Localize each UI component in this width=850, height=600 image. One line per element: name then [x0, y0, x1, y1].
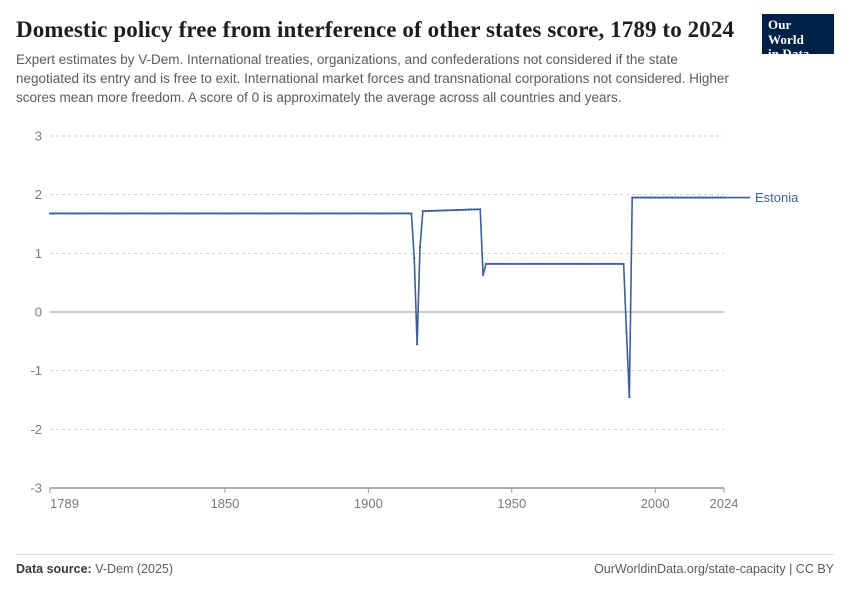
series-point	[324, 212, 326, 214]
x-axis-tick-label: 1850	[210, 495, 240, 511]
series-point	[473, 208, 475, 210]
series-point	[359, 212, 361, 214]
series-point	[534, 262, 536, 264]
series-point	[634, 196, 636, 198]
series-point	[528, 262, 530, 264]
series-point	[628, 395, 630, 397]
series-point	[565, 262, 567, 264]
series-point	[660, 196, 662, 198]
owid-logo-line1: Our World	[768, 17, 804, 47]
series-point	[637, 196, 639, 198]
series-point	[247, 212, 249, 214]
series-point	[187, 212, 189, 214]
series-point	[169, 212, 171, 214]
series-point	[89, 212, 91, 214]
series-point	[580, 262, 582, 264]
series-point	[253, 212, 255, 214]
series-point	[149, 212, 151, 214]
series-point	[511, 262, 513, 264]
series-point	[720, 196, 722, 198]
series-point	[103, 212, 105, 214]
series-point	[261, 212, 263, 214]
series-point	[83, 212, 85, 214]
series-point	[313, 212, 315, 214]
series-point	[92, 212, 94, 214]
series-point	[241, 212, 243, 214]
series-point	[625, 331, 627, 333]
series-point	[631, 196, 633, 198]
series-point	[445, 209, 447, 211]
series-point	[364, 212, 366, 214]
series-point	[471, 208, 473, 210]
series-point	[384, 212, 386, 214]
series-point	[106, 212, 108, 214]
series-point	[488, 262, 490, 264]
series-point	[227, 212, 229, 214]
series-point	[373, 212, 375, 214]
series-point	[465, 208, 467, 210]
series-point	[75, 212, 77, 214]
series-point	[516, 262, 518, 264]
series-point	[602, 262, 604, 264]
series-point	[362, 212, 364, 214]
series-point	[287, 212, 289, 214]
series-point	[221, 212, 223, 214]
series-point	[422, 210, 424, 212]
series-point	[654, 196, 656, 198]
series-point	[668, 196, 670, 198]
series-point	[491, 262, 493, 264]
series-point	[138, 212, 140, 214]
series-point	[66, 212, 68, 214]
series-point	[430, 209, 432, 211]
x-axis-tick-label: 2024	[709, 495, 739, 511]
series-point	[98, 212, 100, 214]
series-point	[235, 212, 237, 214]
series-point	[95, 212, 97, 214]
x-axis-tick-label: 1900	[353, 495, 383, 511]
series-point	[72, 212, 74, 214]
y-axis-tick-label: -3	[30, 480, 42, 496]
series-point	[69, 212, 71, 214]
series-point	[468, 208, 470, 210]
series-point	[508, 262, 510, 264]
series-point	[321, 212, 323, 214]
series-point	[52, 212, 54, 214]
series-point	[413, 256, 415, 258]
series-point	[339, 212, 341, 214]
series-point	[663, 196, 665, 198]
series-point	[58, 212, 60, 214]
series-point	[370, 212, 372, 214]
series-point	[439, 209, 441, 211]
series-point	[210, 212, 212, 214]
y-axis-tick-label: 2	[34, 186, 42, 202]
series-point	[522, 262, 524, 264]
series-point	[101, 212, 103, 214]
owid-logo[interactable]	[762, 14, 834, 62]
series-point	[327, 212, 329, 214]
chart-subtitle: Expert estimates by V-Dem. International treaties, organizations, and confederations not considered if the state negotiated its entry and is free to exit. International market forces and transnational corporations not considered. Higher scores mean more freedom. A score of 0 is approximately the average across all countries and years.	[16, 52, 729, 106]
series-point	[683, 196, 685, 198]
series-point	[78, 212, 80, 214]
series-point	[643, 196, 645, 198]
series-point	[706, 196, 708, 198]
series-point	[476, 208, 478, 210]
series-point	[436, 209, 438, 211]
series-point	[224, 212, 226, 214]
series-point	[686, 196, 688, 198]
series-point	[419, 246, 421, 248]
series-point	[614, 262, 616, 264]
series-point	[574, 262, 576, 264]
series-point	[195, 212, 197, 214]
series-point	[132, 212, 134, 214]
series-point	[442, 209, 444, 211]
series-point	[336, 212, 338, 214]
series-point	[456, 208, 458, 210]
series-point	[175, 212, 177, 214]
series-point	[310, 212, 312, 214]
series-point	[278, 212, 280, 214]
series-point	[172, 212, 174, 214]
data-source-label: Data source:	[16, 562, 92, 576]
series-point	[617, 262, 619, 264]
series-point	[166, 212, 168, 214]
series-point	[304, 212, 306, 214]
series-point	[258, 212, 260, 214]
series-point	[230, 212, 232, 214]
series-point	[319, 212, 321, 214]
series-point	[161, 212, 163, 214]
series-point	[212, 212, 214, 214]
owid-logo-line2: in Data	[768, 46, 810, 62]
line-chart-svg	[16, 126, 834, 526]
series-point	[407, 212, 409, 214]
series-point	[674, 196, 676, 198]
series-point	[356, 212, 358, 214]
x-axis-tick-label: 1950	[497, 495, 527, 511]
series-point	[341, 212, 343, 214]
series-point	[238, 212, 240, 214]
series-point	[427, 209, 429, 211]
series-point	[379, 212, 381, 214]
series-point	[568, 262, 570, 264]
series-point	[651, 196, 653, 198]
series-point	[691, 196, 693, 198]
series-point	[505, 262, 507, 264]
series-point	[333, 212, 335, 214]
series-point	[207, 212, 209, 214]
series-line-estonia	[50, 197, 724, 396]
y-axis-tick-label: 0	[34, 304, 42, 320]
series-point	[416, 343, 418, 345]
series-point	[146, 212, 148, 214]
attribution-link[interactable]: OurWorldinData.org/state-capacity | CC BY	[594, 562, 834, 576]
series-point	[347, 212, 349, 214]
series-point	[178, 212, 180, 214]
series-point	[298, 212, 300, 214]
series-point	[367, 212, 369, 214]
series-point	[273, 212, 275, 214]
series-point	[255, 212, 257, 214]
series-point	[123, 212, 125, 214]
data-source	[16, 562, 173, 576]
series-point	[648, 196, 650, 198]
series-point	[450, 209, 452, 211]
series-point	[164, 212, 166, 214]
series-point	[55, 212, 57, 214]
series-point	[519, 262, 521, 264]
series-point	[387, 212, 389, 214]
legend-label-estonia[interactable]: Estonia	[755, 189, 799, 205]
series-point	[697, 196, 699, 198]
series-point	[184, 212, 186, 214]
series-point	[700, 196, 702, 198]
series-point	[353, 212, 355, 214]
series-point	[393, 212, 395, 214]
series-point	[585, 262, 587, 264]
series-point	[204, 212, 206, 214]
series-point	[281, 212, 283, 214]
series-point	[425, 210, 427, 212]
series-point	[49, 212, 51, 214]
series-point	[671, 196, 673, 198]
series-point	[267, 212, 269, 214]
series-point	[493, 262, 495, 264]
series-point	[485, 262, 487, 264]
series-point	[410, 212, 412, 214]
series-point	[640, 196, 642, 198]
x-axis-tick-label: 2000	[640, 495, 670, 511]
series-point	[141, 212, 143, 214]
series-point	[86, 212, 88, 214]
series-point	[605, 262, 607, 264]
series-point	[562, 262, 564, 264]
series-point	[232, 212, 234, 214]
series-point	[296, 212, 298, 214]
series-point	[181, 212, 183, 214]
series-point	[711, 196, 713, 198]
series-point	[275, 212, 277, 214]
series-point	[109, 212, 111, 214]
series-point	[307, 212, 309, 214]
series-point	[677, 196, 679, 198]
y-axis-tick-label: -1	[30, 362, 42, 378]
y-axis-tick-label: 1	[34, 245, 42, 261]
series-point	[135, 212, 137, 214]
series-point	[479, 208, 481, 210]
series-point	[502, 262, 504, 264]
series-point	[350, 212, 352, 214]
series-point	[155, 212, 157, 214]
series-point	[115, 212, 117, 214]
series-point	[152, 212, 154, 214]
series-point	[244, 212, 246, 214]
series-point	[192, 212, 194, 214]
series-point	[118, 212, 120, 214]
series-point	[121, 212, 123, 214]
series-point	[63, 212, 65, 214]
series-point	[390, 212, 392, 214]
series-point	[80, 212, 82, 214]
series-point	[189, 212, 191, 214]
series-point	[198, 212, 200, 214]
series-point	[620, 262, 622, 264]
series-point	[536, 262, 538, 264]
series-point	[539, 262, 541, 264]
series-point	[582, 262, 584, 264]
series-point	[499, 262, 501, 264]
x-axis-tick-label: 1789	[50, 495, 79, 511]
series-point	[482, 273, 484, 275]
series-point	[548, 262, 550, 264]
chart-footer	[16, 554, 834, 590]
series-point	[459, 208, 461, 210]
series-point	[496, 262, 498, 264]
series-point	[344, 212, 346, 214]
series-point	[709, 196, 711, 198]
data-source-value: V-Dem (2025)	[95, 562, 174, 576]
series-point	[293, 212, 295, 214]
series-point	[126, 212, 128, 214]
series-point	[623, 262, 625, 264]
series-point	[215, 212, 217, 214]
series-point	[594, 262, 596, 264]
series-point	[577, 262, 579, 264]
series-point	[330, 212, 332, 214]
series-point	[608, 262, 610, 264]
series-point	[290, 212, 292, 214]
series-point	[525, 262, 527, 264]
series-point	[264, 212, 266, 214]
series-point	[559, 262, 561, 264]
series-point	[462, 208, 464, 210]
series-point	[218, 212, 220, 214]
series-point	[717, 196, 719, 198]
series-point	[112, 212, 114, 214]
series-point	[571, 262, 573, 264]
series-point	[645, 196, 647, 198]
series-point	[597, 262, 599, 264]
series-point	[201, 212, 203, 214]
series-point	[542, 262, 544, 264]
series-point	[250, 212, 252, 214]
series-point	[144, 212, 146, 214]
series-point	[703, 196, 705, 198]
series-point	[657, 196, 659, 198]
y-axis-tick-label: -2	[30, 421, 42, 437]
series-point	[514, 262, 516, 264]
series-point	[382, 212, 384, 214]
series-point	[270, 212, 272, 214]
y-axis-tick-label: 3	[34, 128, 42, 144]
series-point	[680, 196, 682, 198]
series-point	[600, 262, 602, 264]
series-point	[402, 212, 404, 214]
series-point	[129, 212, 131, 214]
series-point	[531, 262, 533, 264]
series-point	[60, 212, 62, 214]
chart-plot-area[interactable]	[16, 126, 834, 526]
series-point	[551, 262, 553, 264]
page-title: Domestic policy free from interference of other states score, 1789 to 2024	[16, 17, 735, 42]
series-point	[453, 209, 455, 211]
series-point	[666, 196, 668, 198]
series-point	[158, 212, 160, 214]
series-point	[396, 212, 398, 214]
series-point	[591, 262, 593, 264]
series-point	[433, 209, 435, 211]
series-point	[399, 212, 401, 214]
series-point	[376, 212, 378, 214]
series-point	[611, 262, 613, 264]
series-point	[316, 212, 318, 214]
series-point	[554, 262, 556, 264]
series-point	[557, 262, 559, 264]
series-point	[405, 212, 407, 214]
series-point	[688, 196, 690, 198]
series-point	[588, 262, 590, 264]
series-point	[284, 212, 286, 214]
series-point	[301, 212, 303, 214]
series-point	[448, 209, 450, 211]
chart-header	[16, 16, 834, 108]
series-point	[714, 196, 716, 198]
series-point	[545, 262, 547, 264]
series-point	[694, 196, 696, 198]
